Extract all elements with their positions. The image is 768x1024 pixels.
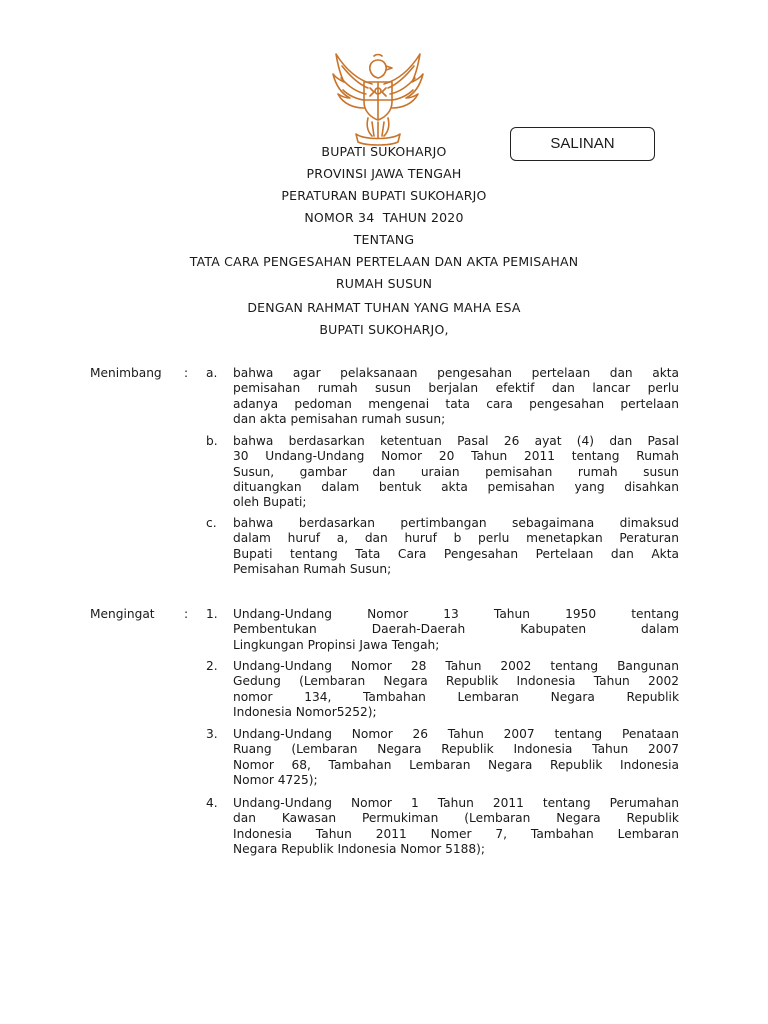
text-line: dituangkan dalam bentuk akta pemisahan yang disahkan bbox=[233, 479, 679, 494]
garuda-emblem-icon bbox=[328, 44, 428, 146]
item-marker: b. bbox=[206, 434, 218, 448]
text-line: Undang-Undang Nomor 1 Tahun 2011 tentang Perumahan bbox=[233, 796, 679, 810]
text-line: Undang-Undang Nomor 13 Tahun 1950 tentang bbox=[233, 607, 679, 621]
text-line: nomor 134, Tambahan Lembaran Negara Republik bbox=[233, 689, 679, 704]
title-line: RUMAH SUSUN bbox=[335, 276, 433, 291]
section-label: Menimbang bbox=[90, 366, 162, 380]
text-line: Indonesia Tahun 2011 Nomer 7, Tambahan Lembaran bbox=[233, 826, 679, 841]
item-text bbox=[233, 607, 679, 653]
text-line: Bupati tentang Tata Cara Pengesahan Pertelaan dan Akta bbox=[233, 546, 679, 561]
section-colon: : bbox=[184, 366, 189, 380]
text-line: Susun, gambar dan uraian pemisahan rumah susun bbox=[233, 464, 679, 479]
text-line: Ruang (Lembaran Negara Republik Indonesia Tahun 2007 bbox=[233, 742, 679, 757]
text-line: Undang-Undang Nomor 26 Tahun 2007 tentang Penataan bbox=[233, 727, 679, 741]
text-line: 30 Undang-Undang Nomor 20 Tahun 2011 tentang Rumah bbox=[233, 449, 679, 464]
text-line: bahwa berdasarkan ketentuan Pasal 26 ayat (4) dan Pasal bbox=[233, 434, 679, 448]
preamble-heading bbox=[0, 297, 768, 341]
text-line: dan akta pemisahan rumah susun; bbox=[233, 411, 446, 426]
item-marker: c. bbox=[206, 516, 217, 530]
regulation-title bbox=[0, 251, 768, 295]
item-text bbox=[233, 796, 679, 857]
section-colon: : bbox=[184, 607, 189, 621]
text-line: Lingkungan Propinsi Jawa Tengah; bbox=[233, 637, 440, 652]
document-header bbox=[0, 141, 768, 251]
salinan-stamp: SALINAN bbox=[510, 127, 655, 161]
text-line: bahwa berdasarkan pertimbangan sebagaimana dimaksud bbox=[233, 516, 679, 530]
text-line: adanya pedoman mengenai tata cara pengesahan pertelaan bbox=[233, 396, 679, 411]
item-marker: 1. bbox=[206, 607, 218, 621]
text-line: Undang-Undang Nomor 28 Tahun 2002 tentang Bangunan bbox=[233, 659, 679, 673]
text-line: Pemisahan Rumah Susun; bbox=[233, 561, 392, 576]
text-line: Negara Republik Indonesia Nomor 5188); bbox=[233, 841, 485, 856]
text-line: Pembentukan Daerah-Daerah Kabupaten dalam bbox=[233, 622, 679, 637]
item-text bbox=[233, 366, 679, 427]
text-line: Nomor 4725); bbox=[233, 772, 318, 787]
item-text bbox=[233, 434, 679, 510]
header-line: NOMOR 34 TAHUN 2020 bbox=[304, 210, 464, 225]
item-text bbox=[233, 516, 679, 577]
item-marker: 2. bbox=[206, 659, 218, 673]
item-text bbox=[233, 659, 679, 720]
preamble-line: BUPATI SUKOHARJO, bbox=[319, 322, 449, 337]
header-line: PERATURAN BUPATI SUKOHARJO bbox=[281, 188, 487, 203]
preamble-line: DENGAN RAHMAT TUHAN YANG MAHA ESA bbox=[247, 300, 521, 315]
item-marker: a. bbox=[206, 366, 218, 380]
item-text bbox=[233, 727, 679, 788]
text-line: dalam huruf a, dan huruf b perlu menetapkan Peraturan bbox=[233, 531, 679, 546]
text-line: Gedung (Lembaran Negara Republik Indonesia Tahun 2002 bbox=[233, 674, 679, 689]
header-line: PROVINSI JAWA TENGAH bbox=[306, 166, 462, 181]
item-marker: 3. bbox=[206, 727, 218, 741]
item-marker: 4. bbox=[206, 796, 218, 810]
text-line: pemisahan rumah susun berjalan efektif dan lancar perlu bbox=[233, 381, 679, 396]
title-line: TATA CARA PENGESAHAN PERTELAAN DAN AKTA PEMISAHAN bbox=[189, 254, 579, 269]
header-line: BUPATI SUKOHARJO bbox=[321, 144, 447, 159]
section-label: Mengingat bbox=[90, 607, 155, 621]
header-line: TENTANG bbox=[353, 232, 415, 247]
text-line: Indonesia Nomor5252); bbox=[233, 704, 377, 719]
text-line: Nomor 68, Tambahan Lembaran Negara Republik Indonesia bbox=[233, 757, 679, 772]
text-line: dan Kawasan Permukiman (Lembaran Negara Republik bbox=[233, 811, 679, 826]
text-line: bahwa agar pelaksanaan pengesahan pertelaan dan akta bbox=[233, 366, 679, 380]
text-line: oleh Bupati; bbox=[233, 495, 307, 510]
